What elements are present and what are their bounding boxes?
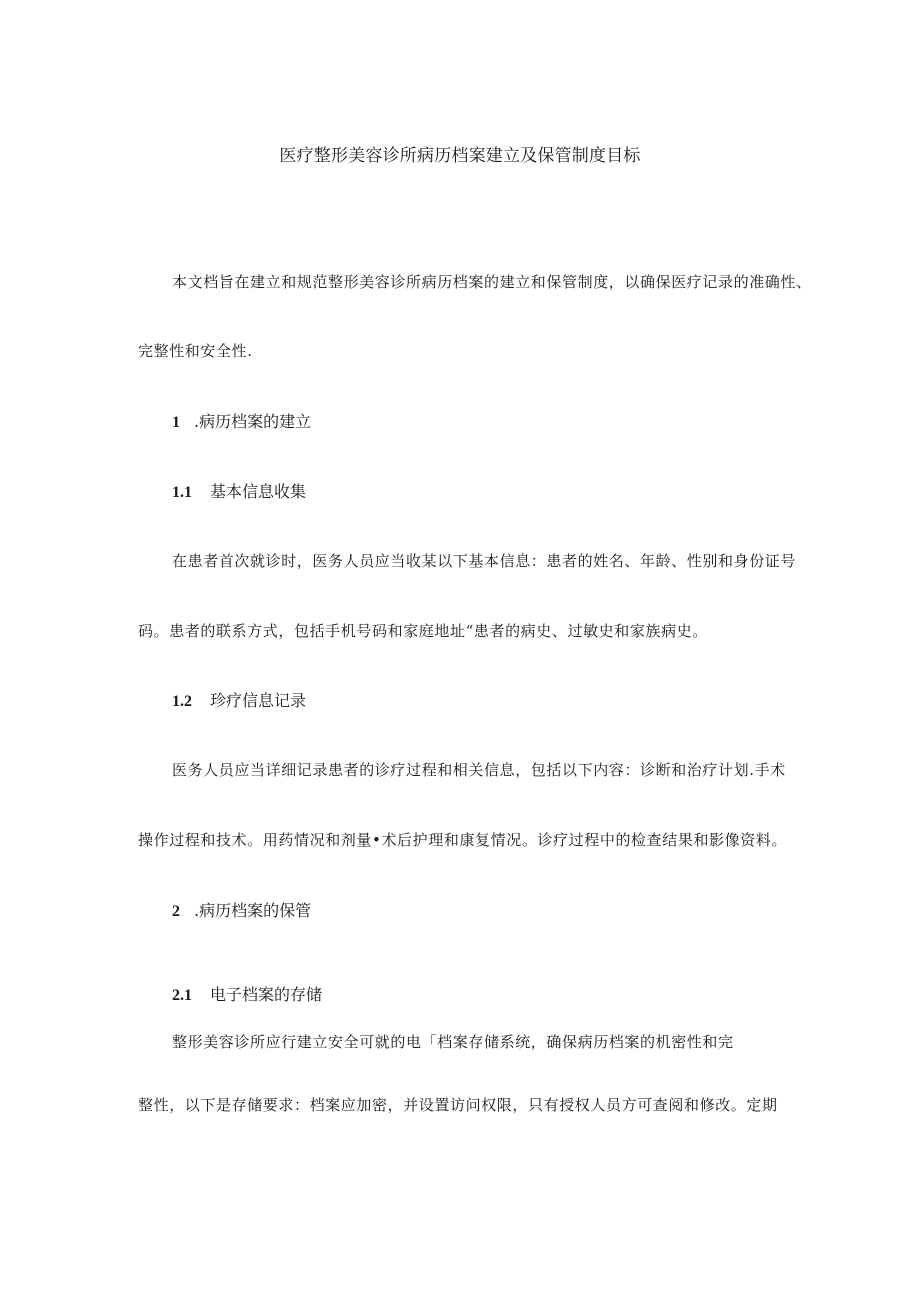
- section-1-1-paragraph-line-2: 码。患者的联系方式，包括手机号码和家庭地址“患者的病史、过敏史和家族病史。: [138, 622, 708, 640]
- section-1-1-paragraph-line-1: 在患者首次就诊时，医务人员应当收某以下基本信息：患者的姓名、年龄、性别和身份证号: [172, 552, 797, 570]
- section-2-1-heading: [172, 987, 322, 1004]
- intro-paragraph-line-1: 本文档旨在建立和规范整形美容诊所病历档案的建立和保管制度，以确保医疗记录的准确性、: [172, 273, 812, 291]
- section-1-1-title: 基本信息收集: [210, 482, 307, 501]
- section-1-2-paragraph-line-2: 操作过程和技术。用药情况和剂量•术后护理和康复情况。诊疗过程中的检查结果和影像资料。: [138, 831, 788, 849]
- section-1-2-number: 1.2: [172, 693, 192, 710]
- section-2-heading: [172, 903, 311, 920]
- section-2-1-title: 电子档案的存储: [210, 985, 323, 1004]
- section-1-1-number: 1.1: [172, 484, 192, 501]
- section-1-2-title: 珍疗信息记录: [210, 691, 307, 710]
- section-2-1-paragraph-line-2: 整性，以下是存储要求：档案应加密，并设置访问权限，只有授权人员方可查阅和修改。定期: [138, 1096, 778, 1114]
- section-2-1-number: 2.1: [172, 987, 192, 1004]
- section-2-title: .病历档案的保管: [194, 901, 312, 920]
- section-1-1-heading: [172, 484, 306, 501]
- section-1-heading: [172, 414, 311, 431]
- section-1-2-paragraph-line-1: 医务人员应当详细记录患者的诊疗过程和相关信息，包括以下内容：诊断和治疗计划.手术: [172, 761, 786, 779]
- section-2-1-paragraph-line-1: 整形美容诊所应行建立安全可就的电「档案存储系统，确保病历档案的机密性和完: [172, 1033, 734, 1051]
- document-title: 医疗整形美容诊所病历档案建立及保管制度目标: [279, 146, 641, 166]
- section-1-title: .病历档案的建立: [194, 412, 312, 431]
- section-1-number: 1: [172, 414, 180, 431]
- intro-paragraph-line-2: 完整性和安全性.: [138, 342, 253, 360]
- section-2-number: 2: [172, 903, 180, 920]
- section-1-2-heading: [172, 693, 306, 710]
